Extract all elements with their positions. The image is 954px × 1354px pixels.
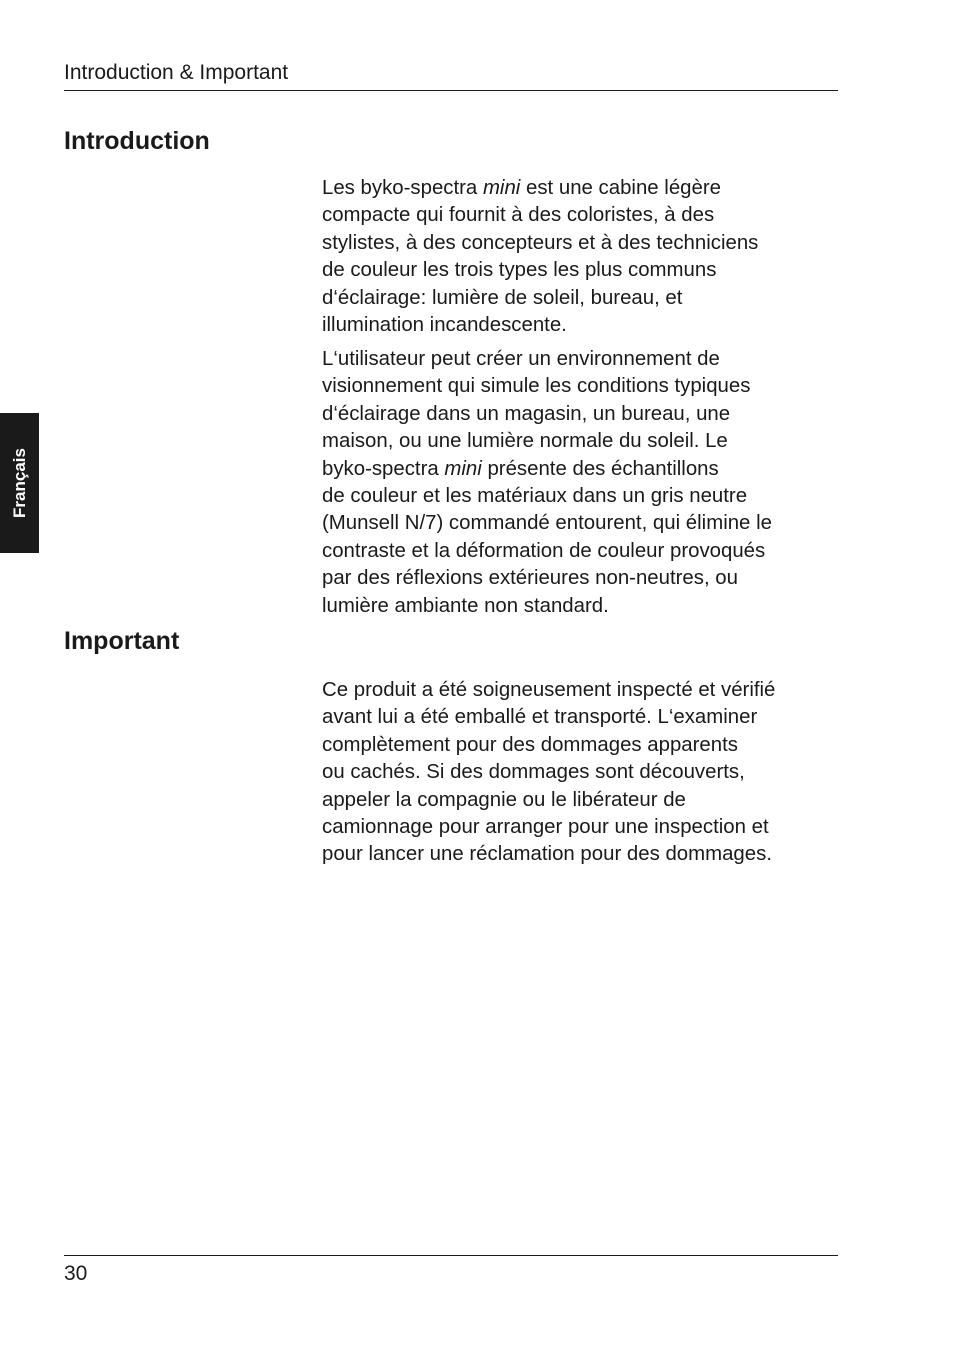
introduction-paragraph-1 bbox=[322, 175, 838, 339]
text-line: byko-spectra mini présente des échantillons bbox=[322, 457, 719, 480]
header-divider bbox=[64, 90, 838, 91]
text-line: (Munsell N/7) commandé entourent, qui élimine le bbox=[322, 512, 772, 535]
important-heading: Important bbox=[64, 627, 180, 655]
running-header: Introduction & Important bbox=[64, 61, 289, 84]
text-line: compacte qui fournit à des coloristes, à des bbox=[322, 204, 715, 227]
text-line: ou cachés. Si des dommages sont découverts, bbox=[322, 761, 745, 784]
introduction-paragraph-2 bbox=[322, 346, 838, 620]
text-line: Les byko-spectra mini est une cabine légère bbox=[322, 177, 721, 199]
text-line: L‘utilisateur peut créer un environnement de bbox=[322, 348, 720, 370]
product-name-emphasis: mini bbox=[482, 177, 521, 199]
text-line: complètement pour des dommages apparents bbox=[322, 733, 738, 756]
language-tab-label: Français bbox=[9, 448, 29, 518]
text-line: appeler la compagnie ou le libérateur de bbox=[322, 788, 686, 811]
text-line: de couleur et les matériaux dans un gris neutre bbox=[322, 485, 748, 508]
text-line: illumination incandescente. bbox=[322, 314, 567, 337]
text-line: visionnement qui simule les conditions typiques bbox=[322, 375, 751, 398]
footer-divider bbox=[64, 1255, 838, 1256]
text-line: pour lancer une réclamation pour des dommages. bbox=[322, 843, 772, 866]
language-tab bbox=[0, 413, 39, 553]
product-name-emphasis: mini bbox=[444, 457, 482, 480]
text-line: d‘éclairage dans un magasin, un bureau, une bbox=[322, 402, 731, 425]
text-line: camionnage pour arranger pour une inspection et bbox=[322, 816, 769, 839]
text-line: maison, ou une lumière normale du soleil. Le bbox=[322, 430, 728, 453]
text-line: Ce produit a été soigneusement inspecté et vérifié bbox=[322, 679, 776, 701]
page-number: 30 bbox=[64, 1262, 88, 1285]
text-line: stylistes, à des concepteurs et à des techniciens bbox=[322, 231, 759, 254]
text-line: lumière ambiante non standard. bbox=[322, 594, 609, 617]
text-line: d‘éclairage: lumière de soleil, bureau, et bbox=[322, 286, 683, 309]
important-paragraph bbox=[322, 677, 838, 869]
text-line: avant lui a été emballé et transporté. L‘examiner bbox=[322, 706, 758, 729]
text-line: par des réflexions extérieures non-neutres, ou bbox=[322, 567, 738, 590]
text-line: de couleur les trois types les plus communs bbox=[322, 259, 717, 282]
text-line: contraste et la déformation de couleur provoqués bbox=[322, 539, 766, 562]
introduction-heading: Introduction bbox=[64, 127, 210, 155]
